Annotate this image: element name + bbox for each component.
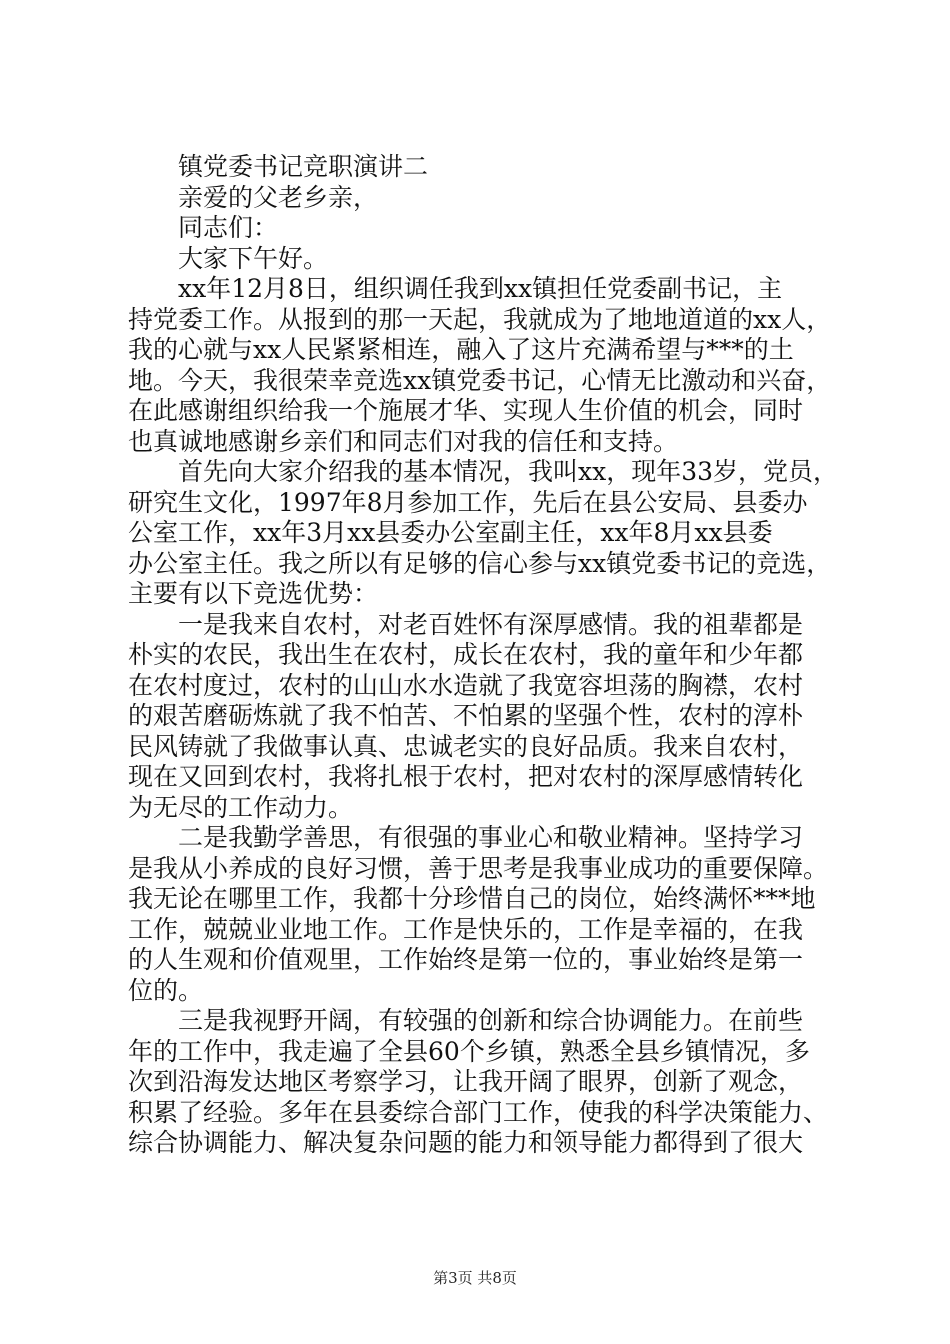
paragraph-line: 主要有以下竞选优势： — [128, 579, 379, 608]
greeting-line: 同志们： — [178, 213, 279, 242]
paragraph-line: 三是我视野开阔，有较强的创新和综合协调能力。在前些 — [178, 1006, 804, 1035]
paragraph-line: 持党委工作。从报到的那一天起，我就成为了地地道道的xx人， — [128, 304, 832, 334]
paragraph-line: 地。今天，我很荣幸竞选xx镇党委书记，心情无比激动和兴奋， — [128, 365, 832, 395]
paragraph-line: 次到沿海发达地区考察学习，让我开阔了眼界，创新了观念， — [128, 1067, 804, 1096]
paragraph-line: 一是我来自农村，对老百姓怀有深厚感情。我的祖辈都是 — [178, 609, 804, 639]
paragraph-line: 首先向大家介绍我的基本情况，我叫xx，现年33岁，党员， — [178, 457, 839, 486]
paragraph-line: 是我从小养成的良好习惯，善于思考是我事业成功的重要保障。 — [128, 853, 829, 883]
paragraph-line: 积累了经验。多年在县委综合部门工作，使我的科学决策能力、 — [128, 1097, 829, 1127]
paragraph-line: 的人生观和价值观里，工作始终是第一位的，事业始终是第一 — [128, 945, 804, 974]
paragraph-line: 为无尽的工作动力。 — [128, 792, 354, 822]
paragraph-line: 二是我勤学善思，有很强的事业心和敬业精神。坚持学习 — [178, 823, 804, 852]
greeting-line: 亲爱的父老乡亲， — [178, 182, 379, 212]
paragraph-line: 在此感谢组织给我一个施展才华、实现人生价值的机会，同时 — [128, 396, 804, 425]
document-body — [128, 152, 839, 1159]
paragraph-line: 我的心就与xx人民紧紧相连，融入了这片充满希望与***的土 — [128, 335, 794, 364]
document-title: 镇党委书记竞职演讲二 — [178, 152, 429, 181]
paragraph-line: 的艰苦磨砺炼就了我不怕苦、不怕累的坚强个性，农村的淳朴 — [128, 701, 804, 730]
paragraph-line: 在农村度过，农村的山山水水造就了我宽容坦荡的胸襟，农村 — [128, 670, 804, 700]
paragraph-line: 现在又回到农村，我将扎根于农村，把对农村的深厚感情转化 — [128, 762, 804, 791]
paragraph-line: 综合协调能力、解决复杂问题的能力和领导能力都得到了很大 — [128, 1128, 804, 1157]
paragraph-line: 也真诚地感谢乡亲们和同志们对我的信任和支持。 — [128, 426, 679, 456]
page-footer — [0, 1268, 950, 1288]
paragraph-line: 我无论在哪里工作，我都十分珍惜自己的岗位，始终满怀***地 — [128, 884, 816, 913]
paragraph-line: 年的工作中，我走遍了全县60个乡镇，熟悉全县乡镇情况，多 — [128, 1036, 810, 1066]
paragraph-line: 办公室主任。我之所以有足够的信心参与xx镇党委书记的竞选， — [128, 548, 832, 578]
greeting-line: 大家下午好。 — [178, 243, 329, 273]
paragraph-line: 民风铸就了我做事认真、忠诚老实的良好品质。我来自农村， — [128, 731, 804, 761]
paragraph-line: 位的。 — [128, 975, 204, 1005]
page-number: 第3页 共8页 — [433, 1269, 517, 1287]
paragraph-line: 公室工作，xx年3月xx县委办公室副主任，xx年8月xx县委 — [128, 518, 773, 547]
paragraph-line: 朴实的农民，我出生在农村，成长在农村，我的童年和少年都 — [128, 640, 804, 669]
paragraph-line: xx年12月8日，组织调任我到xx镇担任党委副书记，主 — [178, 274, 783, 303]
paragraph-line: 研究生文化，1997年8月参加工作，先后在县公安局、县委办 — [128, 487, 808, 517]
paragraph-line: 工作，兢兢业业地工作。工作是快乐的，工作是幸福的，在我 — [128, 914, 804, 944]
